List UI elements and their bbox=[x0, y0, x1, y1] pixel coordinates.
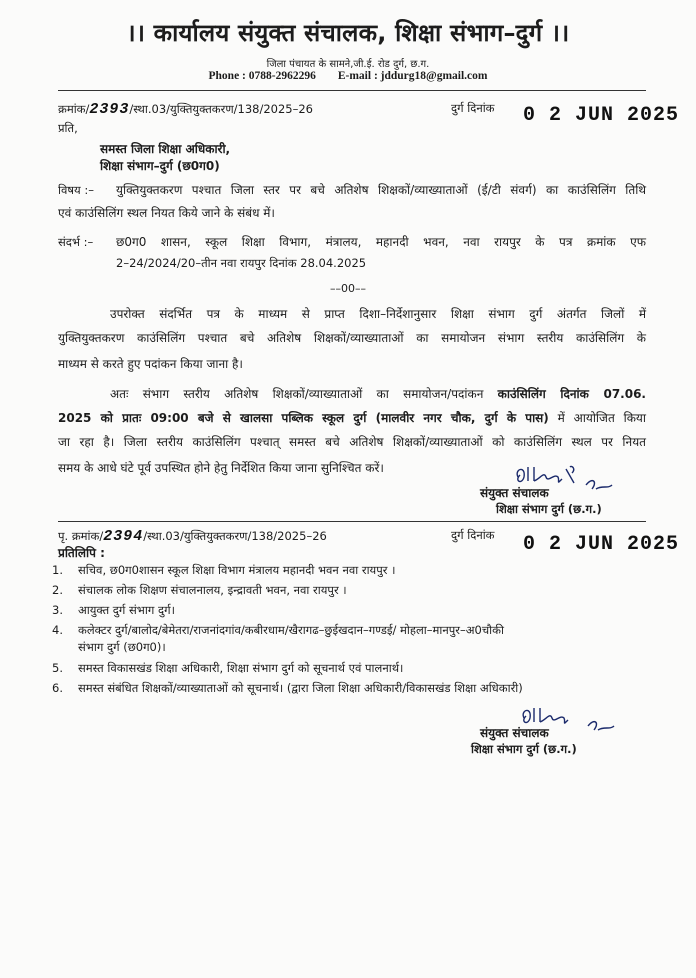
signature-1-designation: संयुक्त संचालक bbox=[480, 486, 549, 500]
paragraph-2-first bbox=[110, 382, 646, 406]
copy-item-text: संचालक लोक शिक्षण संचालनालय, इन्द्रावती भवन, नवा रायपुर । bbox=[78, 583, 347, 597]
copy-item-text: आयुक्त दुर्ग संभाग दुर्ग। bbox=[78, 603, 175, 617]
copy-item bbox=[52, 560, 652, 580]
signature-2-designation: संयुक्त संचालक bbox=[480, 726, 549, 740]
subject-line-2: एवं काउंसिलिंग स्थल नियत किये जाने के संबंध में। bbox=[58, 206, 275, 220]
reference-number-line bbox=[58, 101, 313, 118]
paragraph-1-rest bbox=[58, 326, 646, 350]
reference-text-block bbox=[116, 230, 646, 254]
subject-text bbox=[116, 178, 646, 202]
copy-item-text: समस्त संबंधित शिक्षकों/व्याख्याताओं को सूचनार्थ। (द्वारा जिला शिक्षा अधिकारी/विकासखंड शिक्षा अधिकारी) bbox=[78, 681, 523, 695]
prati-label: प्रति, bbox=[58, 121, 78, 135]
para2-line-3: जा रहा है। जिला स्तरीय काउंसिलिंग पश्चात् समस्त बचे अतिशेष शिक्षकों/व्याख्याताओं को काउंसिलिंग स्थल पर नियत bbox=[58, 435, 646, 449]
copy-reference-text: /स्था.03/युक्तियुक्तकरण/138/2025–26 bbox=[143, 529, 327, 543]
contact-line bbox=[0, 70, 696, 82]
copy-item-text-line-1: कलेक्टर दुर्ग/बालोद/बेमेतरा/राजनांदगांव/कबीरधाम/खैरागढ–छुईखदान–गण्डई/ मोहला–मानपुर–अ0चौकी bbox=[78, 623, 504, 637]
email-address: E-mail : jddurg18@gmail.com bbox=[337, 70, 488, 82]
addressee-line-2: शिक्षा संभाग–दुर्ग (छ0ग0) bbox=[100, 159, 220, 173]
para2-line-4: समय के आधे घंटे पूर्व उपस्थित होने हेतु निर्देशित किया जाना सुनिश्चित करें। bbox=[58, 461, 384, 475]
para2-line-1-normal: अतः संभाग स्तरीय अतिशेष शिक्षकों/व्याख्याताओं का समायोजन/पदांकन bbox=[110, 387, 484, 401]
copy-item-text: सचिव, छ0ग0शासन स्कूल शिक्षा विभाग मंत्रालय महानदी भवन नवा रायपुर । bbox=[78, 563, 396, 577]
copy-item-number: 5. bbox=[52, 661, 63, 675]
copy-item-text: समस्त विकासखंड शिक्षा अधिकारी, शिक्षा संभाग दुर्ग को सूचनार्थ एवं पालनार्थ। bbox=[78, 661, 404, 675]
copy-item-text-line-2: संभाग दुर्ग (छ0ग0)। bbox=[78, 640, 166, 654]
para2-line-2 bbox=[58, 406, 646, 430]
office-address: जिला पंचायत के सामने,जी.ई. रोड दुर्ग, छ.ग. bbox=[266, 59, 430, 70]
para1-line-3: माध्यम से करते हुए पदांकन किया जाना है। bbox=[58, 357, 243, 371]
copy-reference-line bbox=[58, 528, 327, 545]
copy-item-number: 3. bbox=[52, 603, 63, 617]
copy-item-number: 1. bbox=[52, 563, 63, 577]
copy-place-date-label: दुर्ग दिनांक bbox=[451, 528, 495, 542]
para1-line-1: उपरोक्त संदर्भित पत्र के माध्यम से प्राप्त दिशा–निर्देशानुसार शिक्षा संभाग दुर्ग अंतर्गत जिलों में bbox=[110, 307, 646, 321]
para2-line-1-bold: काउंसिलिंग दिनांक 07.06. bbox=[497, 387, 646, 401]
subject-line-1: युक्तियुक्तकरण पश्चात जिला स्तर पर बचे अतिशेष शिक्षकों/व्याख्याताओं (ई/टी संवर्ग) का काउंसिलिंग तिथि bbox=[116, 183, 646, 197]
phone-number: Phone : 0788-2962296 bbox=[208, 70, 316, 82]
section-divider bbox=[58, 521, 646, 522]
copy-item bbox=[52, 658, 652, 678]
para2-line-2-bold: 2025 को प्रातः 09:00 बजे से खालसा पब्लिक स्कूल दुर्ग (मालवीर नगर चौक, दुर्ग के पास) bbox=[58, 411, 549, 425]
para2-line-1 bbox=[110, 382, 646, 406]
copy-item bbox=[52, 678, 652, 698]
reference-line-2: 2–24/2024/20–तीन नवा रायपुर दिनांक 28.04.2025 bbox=[116, 256, 367, 270]
copy-list bbox=[52, 560, 652, 698]
paragraph-2-rest bbox=[58, 406, 646, 454]
copy-label: प्रतिलिपि : bbox=[58, 546, 105, 560]
reference-text: /स्था.03/युक्तियुक्तकरण/138/2025–26 bbox=[129, 102, 313, 116]
copy-kramank-label: पृ. क्रमांक/ bbox=[58, 529, 104, 543]
handwritten-number: 2393 bbox=[89, 101, 130, 118]
copy-item-number: 2. bbox=[52, 583, 63, 597]
separator: ––00–– bbox=[330, 282, 366, 295]
para1-line-2: युक्तियुक्तकरण काउंसिलिंग पश्चात बचे अतिशेष शिक्षकों/व्याख्याताओं का समायोजन संभाग स्तरीय काउंसिलिंग के bbox=[58, 331, 646, 345]
paragraph-1-first bbox=[110, 302, 646, 326]
date-stamp: 0 2 JUN 2025 bbox=[523, 104, 680, 127]
kramank-label: क्रमांक/ bbox=[58, 102, 90, 116]
signature-2-office: शिक्षा संभाग दुर्ग (छ.ग.) bbox=[471, 742, 577, 756]
reference-line-1: छ0ग0 शासन, स्कूल शिक्षा विभाग, मंत्रालय, महानदी भवन, नवा रायपुर के पत्र क्रमांक एफ bbox=[116, 235, 646, 249]
copy-item bbox=[52, 622, 652, 656]
office-title: ।। कार्यालय संयुक्त संचालक, शिक्षा संभाग–दुर्ग ।। bbox=[126, 19, 570, 47]
place-date-label: दुर्ग दिनांक bbox=[451, 101, 495, 115]
subject-label: विषय :– bbox=[58, 183, 94, 197]
copy-item-number: 6. bbox=[52, 681, 63, 695]
copy-item bbox=[52, 600, 652, 620]
header-divider bbox=[58, 90, 646, 91]
copy-item bbox=[52, 580, 652, 600]
signature-1-office: शिक्षा संभाग दुर्ग (छ.ग.) bbox=[496, 502, 602, 516]
copy-handwritten-number: 2394 bbox=[103, 528, 144, 545]
addressee-line-1: समस्त जिला शिक्षा अधिकारी, bbox=[100, 142, 231, 156]
reference-label: संदर्भ :– bbox=[58, 235, 94, 249]
para2-line-2-normal: में आयोजित किया bbox=[557, 411, 646, 425]
copy-item-number: 4. bbox=[52, 623, 63, 637]
copy-date-stamp: 0 2 JUN 2025 bbox=[523, 533, 680, 556]
